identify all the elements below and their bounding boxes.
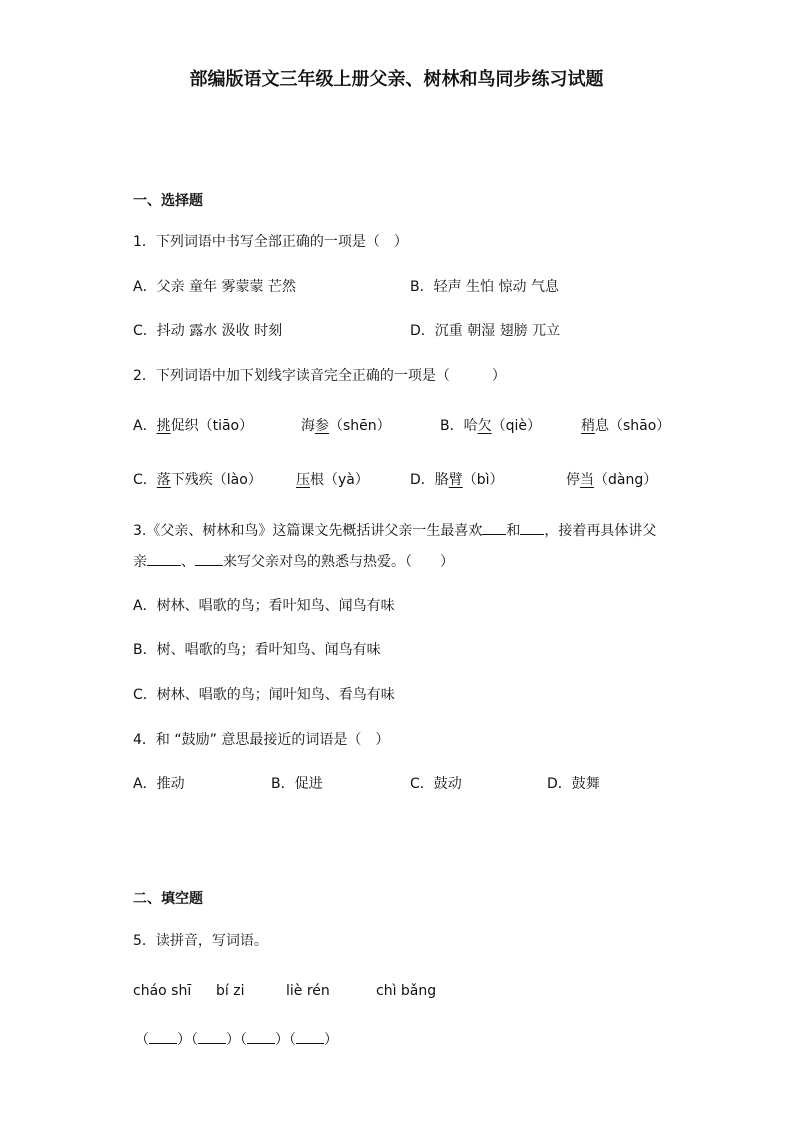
- fill-blank[interactable]: [520, 520, 544, 535]
- answer-blank[interactable]: [296, 1029, 324, 1044]
- section-heading-choice: 一、选择题: [133, 193, 203, 209]
- question-2-option-d: D．胳臂（bì）: [410, 472, 504, 488]
- question-2-option-b-item-2: 稍息（shāo）: [581, 418, 671, 434]
- question-1-option-a: A．父亲 童年 雾蒙蒙 芒然: [133, 279, 296, 295]
- question-3-stem-line-1: 3.《父亲、树林和鸟》这篇课文先概括讲父亲一生最喜欢 和 ，接着再具体讲父: [133, 520, 656, 541]
- question-2-option-b: B．哈欠（qiè）: [440, 418, 541, 434]
- page-title: 部编版语文三年级上册父亲、树林和鸟同步练习试题: [189, 69, 604, 90]
- question-1-option-d: D．沉重 朝湿 翅膀 兀立: [410, 323, 561, 339]
- question-5-stem: 5．读拼音，写词语。: [133, 933, 268, 949]
- pinyin-item: cháo shī: [133, 983, 192, 999]
- section-heading-fill: 二、填空题: [133, 891, 203, 907]
- pinyin-item: liè rén: [286, 983, 330, 999]
- question-2-option-c: C．落下残疾（lào）: [133, 472, 262, 488]
- question-2-option-c-item-2: 压根（yà）: [296, 472, 369, 488]
- question-2-stem: 2．下列词语中加下划线字读音完全正确的一项是（ ）: [133, 368, 506, 384]
- pinyin-item: bí zi: [216, 983, 245, 999]
- question-2-option-d-item-2: 停当（dàng）: [566, 472, 658, 488]
- question-3-option-b: B．树、唱歌的鸟；看叶知鸟、闻鸟有味: [133, 642, 381, 658]
- answer-blank[interactable]: [198, 1029, 226, 1044]
- question-4-option-d: D．鼓舞: [547, 776, 600, 792]
- question-1-option-b: B．轻声 生怕 惊动 气息: [410, 279, 559, 295]
- fill-blank[interactable]: [482, 520, 506, 535]
- fill-blank[interactable]: [147, 551, 181, 566]
- question-3-option-c: C．树林、唱歌的鸟；闻叶知鸟、看鸟有味: [133, 687, 395, 703]
- question-1-option-c: C．抖动 露水 汲收 时刻: [133, 323, 283, 339]
- question-1-stem: 1．下列词语中书写全部正确的一项是（ ）: [133, 234, 408, 250]
- fill-blank[interactable]: [195, 551, 223, 566]
- question-4-option-a: A．推动: [133, 776, 185, 792]
- question-2-option-a: A．挑促织（tiāo）: [133, 418, 254, 434]
- question-4-stem: 4．和 “鼓励” 意思最接近的词语是（ ）: [133, 732, 390, 748]
- answer-blank[interactable]: [247, 1029, 275, 1044]
- question-4-option-c: C．鼓动: [410, 776, 462, 792]
- answer-boxes: （ ）（ ）（ ）（ ）: [135, 1029, 338, 1050]
- answer-blank[interactable]: [149, 1029, 177, 1044]
- question-2-option-a-item-2: 海参（shēn）: [301, 418, 391, 434]
- question-3-stem-line-2: 亲 、 来写父亲对鸟的熟悉与热爱。（ ）: [133, 551, 454, 572]
- pinyin-item: chì bǎng: [376, 983, 437, 999]
- question-3-option-a: A．树林、唱歌的鸟；看叶知鸟、闻鸟有味: [133, 598, 395, 614]
- question-4-option-b: B．促进: [271, 776, 323, 792]
